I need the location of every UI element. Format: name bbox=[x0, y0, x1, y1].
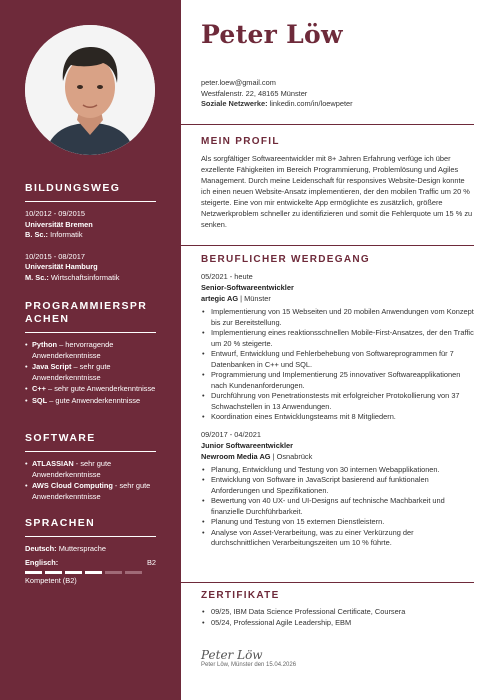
english-row bbox=[25, 558, 156, 569]
portrait-image bbox=[25, 25, 155, 155]
list-item: • Entwicklung von Software in JavaScript basierend auf funktionalen Anforderungen und Spezifikationen. bbox=[201, 475, 474, 496]
profile-text: Als sorgfältiger Softwareentwickler mit 8+ Jahren Erfahrung verfüge ich über exzellente Fähigkeiten im Bereich Programmierung, Problemlösung und Agiles Management. Durch meine Leidenschaft für responsives Website-Design konnte ich einen neuen Website-Ansatz implementieren, der den mobilen Traffic um 20 % steigerte. Eine von mir entwickelte App ermöglichte es zusätzlich, größere Netzwerkproblem schneller zu identifizieren und somit die Fehlerquote um 15 % zu senken. bbox=[201, 154, 473, 229]
skill-name: Java Script bbox=[32, 362, 72, 371]
languages-section bbox=[25, 517, 156, 587]
list-item: • Planung, Entwicklung und Testung von 30 internen Webapplikationen. bbox=[201, 465, 474, 476]
section-divider bbox=[181, 582, 474, 583]
certificates-section bbox=[201, 589, 474, 628]
skill-name: Python bbox=[32, 340, 58, 349]
list-item: • Bewertung von 40 UX- und UI-Designs auf technische Machbarkeit und finanzielle Durchführbarkeit. bbox=[201, 496, 474, 517]
english-label: Englisch: bbox=[25, 557, 59, 567]
skill-name: ATLASSIAN bbox=[32, 459, 74, 468]
job-bullets bbox=[201, 465, 474, 549]
education-dates: 10/2012 - 09/2015 bbox=[25, 209, 85, 218]
list-item: • Koordination eines Entwicklungsteams mit 8 Mitgliedern. bbox=[201, 412, 474, 423]
native-label: Deutsch: bbox=[25, 544, 57, 553]
programming-title: PROGRAMMIERSPRACHEN bbox=[25, 300, 156, 333]
skill-level: hervorragende Anwenderkenntnisse bbox=[32, 340, 114, 360]
job-company: Newroom Media AG bbox=[201, 451, 271, 461]
education-school: Universität Hamburg bbox=[25, 262, 98, 271]
profile-title: MEIN PROFIL bbox=[201, 136, 280, 147]
education-title: BILDUNGSWEG bbox=[25, 182, 156, 202]
degree-value: Wirtschaftsinformatik bbox=[50, 272, 120, 282]
level-segment bbox=[45, 571, 62, 574]
list-item: • SQL – gute Anwenderkenntnisse bbox=[25, 396, 156, 407]
list-item: • Durchführung von Penetrationstests mit erfolgreicher Protokollierung von 37 Schwachstellen in 13 Anwendungen. bbox=[201, 391, 474, 412]
list-item: • 05/24, Professional Agile Leadership, EBM bbox=[201, 618, 474, 629]
skill-level: sehr gute Anwenderkenntnisse bbox=[32, 362, 111, 382]
education-dates: 10/2015 - 08/2017 bbox=[25, 251, 85, 261]
certificates-title: ZERTIFIKATE bbox=[201, 590, 280, 601]
list-item: • Planung und Testung von 15 externen Dienstleistern. bbox=[201, 517, 474, 528]
list-item: • Programmierung und Implementierung 25 innovativer Softwareapplikationen nach Kundenanforderungen. bbox=[201, 370, 474, 391]
skill-level: sehr gute Anwenderkenntnisse bbox=[32, 481, 151, 501]
experience-section bbox=[201, 253, 474, 555]
job-company: artegic AG bbox=[201, 294, 239, 303]
social-link[interactable]: linkedin.com/in/loewpeter bbox=[269, 99, 353, 108]
level-segment bbox=[65, 571, 82, 574]
section-divider bbox=[181, 124, 474, 125]
profile-photo bbox=[25, 25, 155, 155]
job-location: Münster bbox=[244, 294, 271, 303]
list-item: • Java Script – sehr gute Anwenderkenntnisse bbox=[25, 362, 156, 383]
programming-section bbox=[25, 300, 156, 407]
list-item: • 09/25, IBM Data Science Professional Certificate, Coursera bbox=[201, 607, 474, 618]
email-link[interactable]: peter.loew@gmail.com bbox=[201, 78, 276, 87]
signature: Peter Löw bbox=[201, 648, 263, 662]
education-item bbox=[25, 252, 156, 284]
skill-name: C++ bbox=[32, 384, 46, 393]
list-item: • Python – hervorragende Anwenderkenntnisse bbox=[25, 340, 156, 361]
native-value: Muttersprache bbox=[58, 544, 106, 553]
education-school: Universität Bremen bbox=[25, 219, 93, 229]
certificates-list bbox=[201, 607, 474, 628]
language-level-bar bbox=[25, 571, 156, 574]
sidebar bbox=[0, 0, 181, 700]
programming-list bbox=[25, 340, 156, 406]
job-entry: 05/2021 - heute Senior-Softwareentwickler artegic AG | Münster • Implementierung von 15 Webseiten und 20 mobilen Anwendungen vom Konzept bis zur Bereitstellung. • Implementierung eines reaktionsschnellen Mobile-First-Ansatzes, der den Traffic um 20 % steigerte. • Entwurf, Entwicklung und Fehlerbehebung von Softwareprogrammen für 7 Datenbanken in C++ und SQL. • Programmierung und Implementierung 25 innovativer Softwareapplikationen nach Kundenanforderungen. • Durchführung von Penetrationstests mit erfolgreicher Protokollierung von 37 Schwachstellen in 13 Anwendungen. • Koordination eines Entwicklungsteams mit 8 Mitgliedern. bbox=[201, 271, 474, 423]
list-item: • AWS Cloud Computing - sehr gute Anwenderkenntnisse bbox=[25, 481, 156, 502]
level-segment bbox=[85, 571, 102, 574]
degree-value: Informatik bbox=[50, 230, 83, 239]
english-note: Kompetent (B2) bbox=[25, 576, 77, 585]
job-dates: 09/2017 - 04/2021 bbox=[201, 429, 261, 439]
skill-name: AWS Cloud Computing bbox=[32, 481, 113, 490]
section-divider bbox=[181, 245, 474, 246]
skill-name: SQL bbox=[32, 395, 48, 405]
profile-section bbox=[201, 135, 474, 230]
software-section bbox=[25, 432, 156, 503]
list-item: • Analyse von Asset-Verarbeitung, was zu einer Verkürzung der durchschnittlichen Verarbeitungszeiten um 10 % führte. bbox=[201, 528, 474, 549]
list-item: • C++ – sehr gute Anwenderkenntnisse bbox=[25, 384, 156, 395]
skill-level: sehr gute Anwenderkenntnisse bbox=[54, 384, 156, 393]
job-bullets bbox=[201, 307, 474, 423]
experience-title: BERUFLICHER WERDEGANG bbox=[201, 254, 370, 265]
job-dates: 05/2021 - heute bbox=[201, 272, 253, 281]
list-item: • ATLASSIAN - sehr gute Anwenderkenntnisse bbox=[25, 459, 156, 480]
software-list bbox=[25, 459, 156, 502]
skill-level: gute Anwenderkenntnisse bbox=[55, 395, 141, 405]
degree-label: B. Sc.: bbox=[25, 230, 48, 239]
education-item bbox=[25, 209, 156, 241]
english-level: B2 bbox=[146, 557, 156, 567]
degree-label: M. Sc.: bbox=[25, 272, 49, 282]
list-item: • Implementierung eines reaktionsschnellen Mobile-First-Ansatzes, der den Traffic um 20 % steigerte. bbox=[201, 328, 474, 349]
level-segment bbox=[25, 571, 42, 574]
level-segment bbox=[125, 571, 142, 574]
software-title: SOFTWARE bbox=[25, 432, 156, 452]
contact-block bbox=[201, 78, 353, 110]
list-item: • Implementierung von 15 Webseiten und 20 mobilen Anwendungen vom Konzept bis zur Bereitstellung. bbox=[201, 307, 474, 328]
job-location: Osnabrück bbox=[276, 451, 313, 461]
list-item: • Entwurf, Entwicklung und Fehlerbehebung von Softwareprogrammen für 7 Datenbanken in C++ und SQL. bbox=[201, 349, 474, 370]
level-segment bbox=[105, 571, 122, 574]
job-role: Junior Softwareentwickler bbox=[201, 440, 293, 450]
social-label: Soziale Netzwerke: bbox=[201, 99, 268, 108]
languages-title: SPRACHEN bbox=[25, 517, 156, 537]
native-language bbox=[25, 544, 156, 555]
job-role: Senior-Softwareentwickler bbox=[201, 283, 294, 292]
education-section bbox=[25, 182, 156, 294]
page-title: Peter Löw bbox=[201, 20, 343, 49]
address: Westfalenstr. 22, 48165 Münster bbox=[201, 88, 308, 98]
skill-level: sehr gute Anwenderkenntnisse bbox=[32, 459, 112, 479]
signature-caption: Peter Löw, Münster den 15.04.2026 bbox=[201, 662, 297, 668]
job-entry: 09/2017 - 04/2021 Junior Softwareentwickler Newroom Media AG | Osnabrück • Planung, Entwicklung und Testung von 30 internen Webapplikationen. • Entwicklung von Software in JavaScript basierend auf funktionalen Anforderungen und Spezifikationen. • Bewertung von 40 UX- und UI-Designs auf technische Machbarkeit und finanzielle Durchführbarkeit. • Planung und Testung von 15 externen Dienstleistern. • Analyse von Asset-Verarbeitung, was zu einer Verkürzung der durchschnittlichen Verarbeitungszeiten um 10 % führte. bbox=[201, 429, 474, 549]
